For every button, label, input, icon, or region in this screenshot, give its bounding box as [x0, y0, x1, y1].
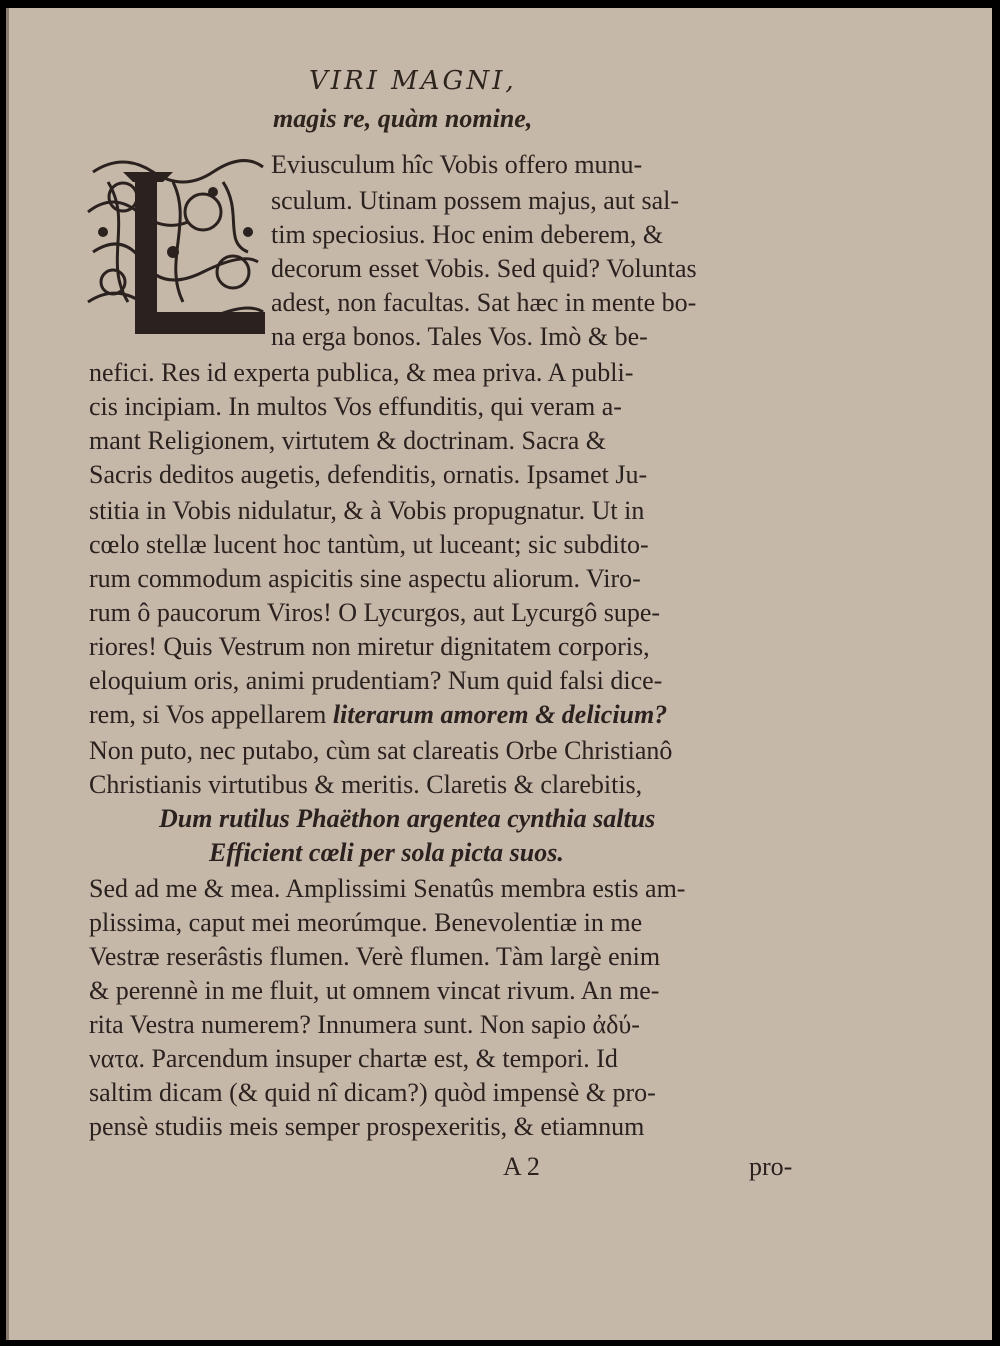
text-line [89, 700, 667, 730]
text-line: Sed ad me & mea. Amplissimi Senatûs membra estis am- [89, 874, 686, 903]
running-subtitle: magis re, quàm nomine, [273, 104, 533, 133]
text-line: decorum esset Vobis. Sed quid? Voluntas [271, 254, 697, 283]
verse-line: Dum rutilus Phaëthon argentea cynthia saltus [159, 804, 656, 833]
catchword: pro- [749, 1152, 793, 1181]
text-line: stitia in Vobis nidulatur, & à Vobis propugnatur. Ut in [89, 496, 645, 525]
text-line: Christianis virtutibus & meritis. Claretis & clarebitis, [89, 770, 643, 799]
text-line: riores! Quis Vestrum non miretur dignitatem corporis, [89, 632, 650, 661]
italic-phrase: literarum amorem & delicium? [332, 700, 668, 729]
text-line-start: rem, si Vos appellarem [89, 700, 327, 729]
text-line: mant Religionem, virtutem & doctrinam. Sacra & [89, 426, 606, 455]
text-line: saltim dicam (& quid nî dicam?) quòd impensè & pro- [89, 1078, 656, 1107]
text-line: adest, non facultas. Sat hæc in mente bo- [271, 288, 697, 317]
text-line: nefici. Res id experta publica, & mea priva. A publi- [89, 358, 634, 387]
text-line: νατα. Parcendum insuper chartæ est, & tempori. Id [89, 1044, 618, 1073]
text-line: Non puto, nec putabo, cùm sat clareatis Orbe Christianô [89, 736, 673, 765]
text-line: cœlo stellæ lucent hoc tantùm, ut luceant; sic subdito- [89, 530, 649, 559]
text-line: na erga bonos. Tales Vos. Imò & be- [271, 322, 648, 351]
text-line: rita Vestra numerem? Innumera sunt. Non sapio ἀδύ- [89, 1010, 640, 1039]
decorated-initial-L-icon [83, 152, 269, 342]
text-line: pensè studiis meis semper prospexeritis, & etiamnum [89, 1112, 645, 1141]
text-line: eloquium oris, animi prudentiam? Num quid falsi dice- [89, 666, 663, 695]
text-line: Sacris deditos augetis, defenditis, ornatis. Ipsamet Ju- [89, 460, 648, 489]
book-page [6, 8, 992, 1340]
text-line: & perennè in me fluit, ut omnem vincat rivum. An me- [89, 976, 660, 1005]
text-line: rum ô paucorum Viros! O Lycurgos, aut Lycurgô supe- [89, 598, 661, 627]
verse-line: Efficient cœli per sola picta suos. [209, 838, 564, 867]
text-line: Vestræ reserâstis flumen. Verè flumen. Tàm largè enim [89, 942, 661, 971]
text-line: Eviusculum hîc Vobis offero munu- [271, 150, 643, 179]
text-line: plissima, caput mei meorúmque. Benevolentiæ in me [89, 908, 643, 937]
signature-mark: A 2 [503, 1152, 540, 1181]
running-title: VIRI MAGNI, [309, 66, 517, 96]
text-line: rum commodum aspicitis sine aspectu aliorum. Viro- [89, 564, 641, 593]
text-line: cis incipiam. In multos Vos effunditis, qui veram a- [89, 392, 622, 421]
text-line: sculum. Utinam possem majus, aut sal- [271, 186, 680, 215]
text-line: tim speciosius. Hoc enim deberem, & [271, 220, 664, 249]
